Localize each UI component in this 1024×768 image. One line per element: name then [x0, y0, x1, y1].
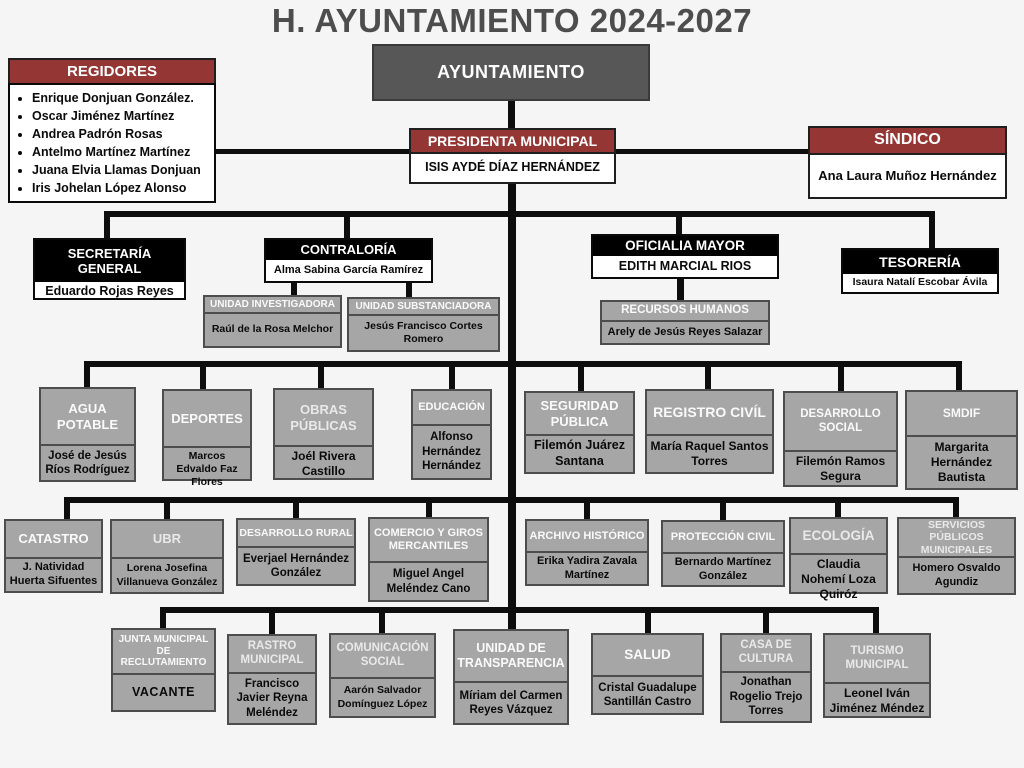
unit-title: PRESIDENTA MUNICIPAL [411, 130, 614, 154]
connector-stub-ecologia [835, 497, 841, 518]
unit-holder-name: Jesús Francisco Cortes Romero [364, 319, 483, 345]
org-box-sindico [808, 126, 1007, 199]
unit-holder-name: Everjael Hernández González [242, 552, 350, 579]
unit-title: CATASTRO [6, 521, 101, 559]
connector-stub-catastro [64, 497, 70, 520]
org-box-obras-publicas [273, 388, 374, 480]
unit-title: EDUCACIÓN [413, 391, 490, 426]
org-box-recursos-humanos [600, 300, 770, 345]
connector-stub-contraloria [344, 211, 350, 240]
unit-holder-name: Ana Laura Muñoz Hernández [818, 167, 997, 183]
unit-holder-name: José de Jesús Ríos Rodríguez [45, 449, 130, 476]
org-box-secretaria-general [33, 238, 186, 300]
unit-holder-name: ISIS AYDÉ DÍAZ HERNÁNDEZ [425, 160, 600, 175]
org-box-agua-potable [39, 387, 136, 482]
unit-holder-name: J. Natividad Huerta Sifuentes [9, 561, 98, 587]
unit-holder-name: Arely de Jesús Reyes Salazar [607, 325, 763, 338]
connector-stub-comunicacion-social [379, 607, 385, 634]
org-box-smdif [905, 390, 1018, 490]
connector-trunk-main [508, 182, 516, 629]
connector-stub-oficialia [676, 211, 682, 236]
unit-title: RASTRO MUNICIPAL [229, 636, 315, 674]
unit-title: TURISMO MUNICIPAL [825, 635, 929, 684]
unit-title: SÍNDICO [810, 128, 1005, 155]
unit-holder-name: Marcos Edvaldo Faz Flores [176, 450, 238, 489]
org-box-comunicacion-social [329, 633, 436, 718]
unit-title: TESORERÍA [843, 250, 997, 274]
regidor-list-item: • Juana Elvia Llamas Donjuan [32, 161, 212, 179]
org-box-junta-municipal-reclutamiento [111, 628, 216, 712]
unit-holder-name: Margarita Hernández Bautista [930, 440, 993, 484]
unit-title: CONTRALORÍA [266, 240, 431, 260]
connector-stub-junta-municipal [160, 607, 166, 629]
unit-holder-name: Isaura Natalí Escobar Ávila [852, 276, 988, 289]
connector-row5-horizontal [160, 607, 879, 613]
unit-holder-name: Raúl de la Rosa Melchor [211, 323, 334, 336]
unit-holder-name: VACANTE [132, 684, 195, 699]
org-box-registro-civil [645, 389, 774, 474]
connector-stub-registro-civil [705, 361, 711, 390]
unit-holder-name: Homero Osvaldo Agundiz [912, 561, 1001, 588]
unit-title: SMDIF [907, 392, 1016, 437]
org-box-seguridad-publica [524, 391, 635, 474]
unit-holder-name: Lorena Josefina Villanueva González [116, 562, 218, 588]
org-box-unidad-investigadora [203, 295, 342, 348]
connector-stub-ubr [164, 497, 170, 520]
connector-stub-turismo-municipal [873, 607, 879, 634]
connector-stub-agua-potable [84, 361, 90, 388]
connector-stub-rastro-municipal [269, 607, 275, 635]
org-box-desarrollo-social [783, 391, 898, 487]
org-box-comercio-giros-mercantiles [368, 517, 489, 602]
org-box-ayuntamiento [372, 44, 650, 101]
unit-title: OBRAS PÚBLICAS [275, 390, 372, 447]
connector-stub-comercio [426, 497, 432, 518]
unit-title: CASA DE CULTURA [722, 635, 810, 673]
org-box-desarrollo-rural [236, 518, 356, 586]
org-box-presidenta-municipal [409, 128, 616, 184]
org-box-ecologia [789, 517, 888, 601]
connector-stub-desarrollo-rural [293, 497, 299, 519]
unit-holder-name: Eduardo Rojas Reyes [45, 284, 174, 298]
unit-title: ARCHIVO HISTÓRICO [527, 521, 647, 553]
unit-title: UBR [112, 521, 222, 559]
connector-stub-proteccion-civil [720, 497, 726, 521]
connector-row2-horizontal [104, 211, 935, 217]
regidores-title: REGIDORES [8, 58, 216, 83]
unit-title: UNIDAD SUBSTANCIADORA [349, 299, 498, 316]
connector-stub-salud [645, 607, 651, 634]
unit-holder-name: Leonel Iván Jiménez Méndez [829, 686, 925, 715]
unit-holder-name: Francisco Javier Reyna Meléndez [236, 677, 308, 719]
regidor-list-item: • Oscar Jiménez Martínez [32, 107, 212, 125]
unit-holder-name: María Raquel Santos Torres [650, 439, 769, 468]
connector-stub-secretaria [104, 211, 110, 240]
connector-row4-horizontal [64, 497, 959, 503]
unit-title: UNIDAD DE TRANSPARENCIA [455, 631, 567, 683]
org-box-ayuntamiento-label: AYUNTAMIENTO [437, 62, 585, 82]
unit-title: SECRETARÍA GENERAL [35, 240, 184, 282]
org-box-turismo-municipal [823, 633, 931, 718]
unit-title: OFICIALIA MAYOR [593, 236, 777, 256]
unit-holder-name: Joél Rivera Castillo [291, 449, 356, 478]
unit-holder-name: Alfonso Hernández Hernández [422, 431, 481, 473]
connector-stub-recursos-humanos [677, 277, 684, 302]
unit-title: PROTECCIÓN CIVIL [663, 522, 783, 554]
connector-stub-seguridad-publica [578, 361, 584, 392]
regidor-list-item: • Iris Johelan López Alonso [32, 179, 212, 197]
org-box-rastro-municipal [227, 634, 317, 725]
unit-title: DESARROLLO SOCIAL [785, 393, 896, 452]
org-box-salud [591, 633, 704, 715]
connector-trunk-top [508, 100, 515, 130]
unit-title: RECURSOS HUMANOS [602, 302, 768, 322]
unit-title: DESARROLLO RURAL [238, 520, 354, 548]
unit-holder-name: Claudia Nohemí Loza Quiróz [801, 557, 876, 601]
unit-title: ECOLOGÍA [791, 519, 886, 555]
unit-holder-name: Alma Sabina García Ramírez [273, 263, 424, 276]
org-box-deportes [162, 389, 252, 489]
connector-row3-horizontal [84, 361, 962, 367]
unit-holder-name: Erika Yadira Zavala Martínez [536, 555, 638, 581]
unit-holder-name: Miguel Angel Meléndez Cano [386, 568, 471, 595]
unit-title: COMERCIO Y GIROS MERCANTILES [370, 519, 487, 563]
org-box-proteccion-civil [661, 520, 785, 587]
unit-title: UNIDAD INVESTIGADORA [205, 297, 340, 314]
connector-stub-desarrollo-social [838, 361, 844, 392]
unit-holder-name: Aarón Salvador Domínguez López [337, 684, 428, 710]
unit-holder-name: Cristal Guadalupe Santillán Castro [598, 681, 697, 708]
connector-stub-educacion [449, 361, 455, 390]
unit-title: JUNTA MUNICIPAL DE RECLUTAMIENTO [113, 630, 214, 675]
unit-holder-name: Míriam del Carmen Reyes Vázquez [459, 689, 563, 716]
connector-stub-archivo-historico [584, 497, 590, 520]
regidor-list-item: • Andrea Padrón Rosas [32, 125, 212, 143]
unit-title: AGUA POTABLE [41, 389, 134, 446]
regidor-list-item: • Antelmo Martínez Martínez [32, 143, 212, 161]
connector-stub-deportes [200, 361, 206, 390]
page-title: H. AYUNTAMIENTO 2024-2027 [271, 2, 753, 39]
org-box-oficialia-mayor [591, 234, 779, 279]
unit-holder-name: Filemón Ramos Segura [795, 454, 886, 483]
unit-holder-name: Filemón Juárez Santana [534, 438, 625, 468]
org-box-unidad-transparencia [453, 629, 569, 725]
connector-stub-servicios-publicos [953, 497, 959, 518]
org-box-contraloria [264, 238, 433, 283]
unit-holder-name: Bernardo Martínez González [674, 556, 772, 582]
org-box-unidad-substanciadora [347, 297, 500, 352]
unit-title: SALUD [593, 635, 702, 677]
regidor-list-item: • Enrique Donjuan González. [32, 89, 212, 107]
org-box-casa-de-cultura [720, 633, 812, 723]
connector-stub-tesoreria [929, 211, 935, 250]
unit-title: SEGURIDAD PÚBLICA [526, 393, 633, 436]
org-box-tesoreria [841, 248, 999, 294]
org-box-educacion [411, 389, 492, 480]
org-box-archivo-historico [525, 519, 649, 586]
unit-title: SERVICIOS PÚBLICOS MUNICIPALES [899, 519, 1014, 558]
org-box-catastro [4, 519, 103, 593]
unit-title: DEPORTES [164, 391, 250, 448]
connector-stub-casa-cultura [763, 607, 769, 634]
unit-holder-name: Jonathan Rogelio Trejo Torres [729, 676, 803, 718]
org-box-ubr [110, 519, 224, 594]
org-box-servicios-publicos-municipales [897, 517, 1016, 595]
unit-title: REGISTRO CIVÍL [647, 391, 772, 436]
connector-stub-smdif [956, 361, 962, 391]
org-box-regidores [8, 58, 216, 203]
connector-stub-obras-publicas [318, 361, 324, 389]
unit-holder-name: EDITH MARCIAL RIOS [618, 258, 752, 273]
regidores-member-list [8, 83, 216, 203]
unit-title: COMUNICACIÓN SOCIAL [331, 635, 434, 679]
